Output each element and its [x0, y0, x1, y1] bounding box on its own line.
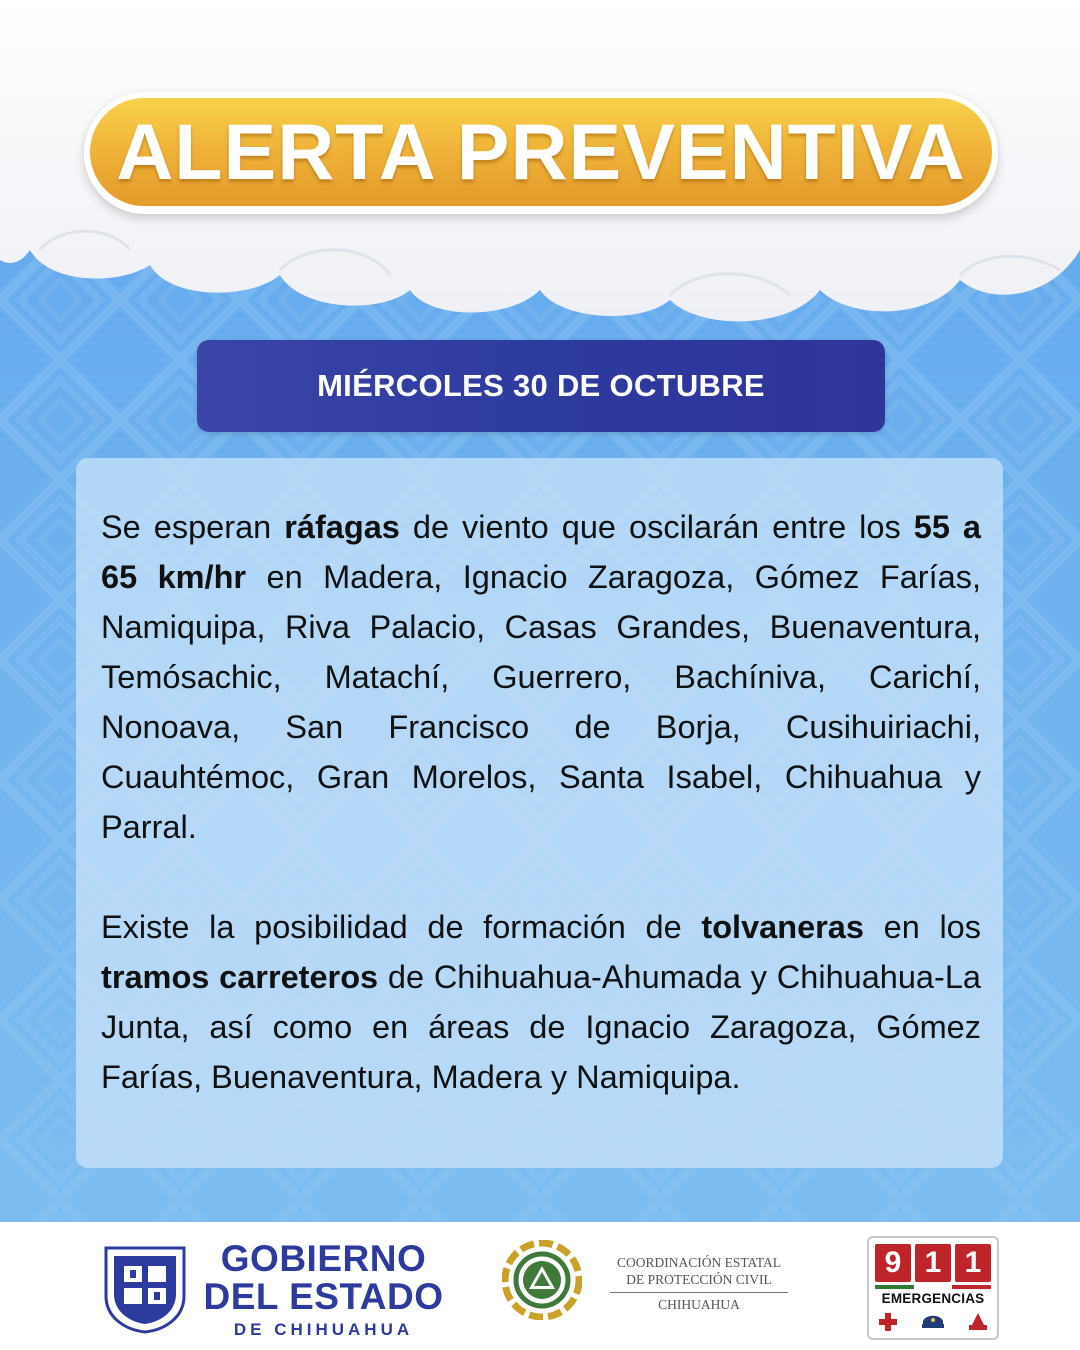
gobierno-wordmark	[196, 1240, 451, 1340]
police-cap-icon	[920, 1311, 946, 1333]
gobierno-line2: DEL ESTADO	[203, 1276, 444, 1317]
emergency-icons	[877, 1310, 989, 1334]
firefighter-helmet-icon	[967, 1311, 989, 1333]
digit-1: 1	[955, 1244, 991, 1282]
bold-gusts: ráfagas	[284, 509, 400, 545]
date-banner	[197, 340, 885, 432]
footer	[0, 1222, 1080, 1350]
page-title: ALERTA PREVENTIVA	[116, 107, 966, 196]
chihuahua-coat-of-arms-icon	[100, 1242, 190, 1334]
text-span: de Chihuahua-Ahumada y Chihuahua-La Junta, así como en áreas de Ignacio Zaragoza, Gómez Farías, Buenaventura, Madera y Namiquipa.	[101, 959, 981, 1095]
proteccion-civil-emblem-icon	[502, 1240, 582, 1320]
emergency-911-logo	[867, 1236, 999, 1340]
wind-gusts-paragraph	[101, 502, 981, 852]
emergencias-label: EMERGENCIAS	[881, 1291, 985, 1306]
text-span: Se esperan	[101, 509, 285, 545]
bold-road-sections: tramos carreteros	[101, 959, 379, 995]
title-banner	[84, 92, 998, 214]
alert-content-box	[76, 458, 1003, 1168]
text-span: de viento que oscilarán entre los	[399, 509, 914, 545]
digit-1: 1	[915, 1244, 951, 1282]
pc-line2: DE PROTECCIÓN CIVIL	[626, 1272, 772, 1287]
pc-line1: COORDINACIÓN ESTATAL	[617, 1255, 781, 1270]
text-span: Existe la posibilidad de formación de	[101, 909, 702, 945]
digit-9: 9	[875, 1244, 911, 1282]
bold-tolvaneras: tolvaneras	[701, 909, 864, 945]
text-span: en Madera, Ignacio Zaragoza, Gómez Farías, Namiquipa, Riva Palacio, Casas Grandes, Buenaventura, Temósachic, Matachí, Guerrero, Bachíniva, Carichí, Nonoava, San Francisco de Borja, Cusihuiriachi, Cuauhtémoc, Gran Morelos, Santa Isabel, Chihuahua y Parral.	[101, 559, 981, 845]
proteccion-civil-wordmark	[604, 1254, 794, 1313]
dust-storm-paragraph	[101, 902, 981, 1102]
pc-line3: CHIHUAHUA	[658, 1297, 740, 1312]
gobierno-line3: DE CHIHUAHUA	[233, 1320, 414, 1339]
text-span: en los	[863, 909, 981, 945]
red-cross-icon	[877, 1311, 899, 1333]
flag-stripe	[875, 1285, 991, 1289]
title-banner-fill	[90, 98, 992, 206]
digits	[875, 1244, 991, 1282]
date-label: MIÉRCOLES 30 DE OCTUBRE	[317, 368, 765, 403]
gobierno-line1: GOBIERNO	[220, 1238, 427, 1279]
divider	[610, 1292, 788, 1293]
bold-speed-range: 55 a 65 km/hr	[101, 509, 981, 595]
